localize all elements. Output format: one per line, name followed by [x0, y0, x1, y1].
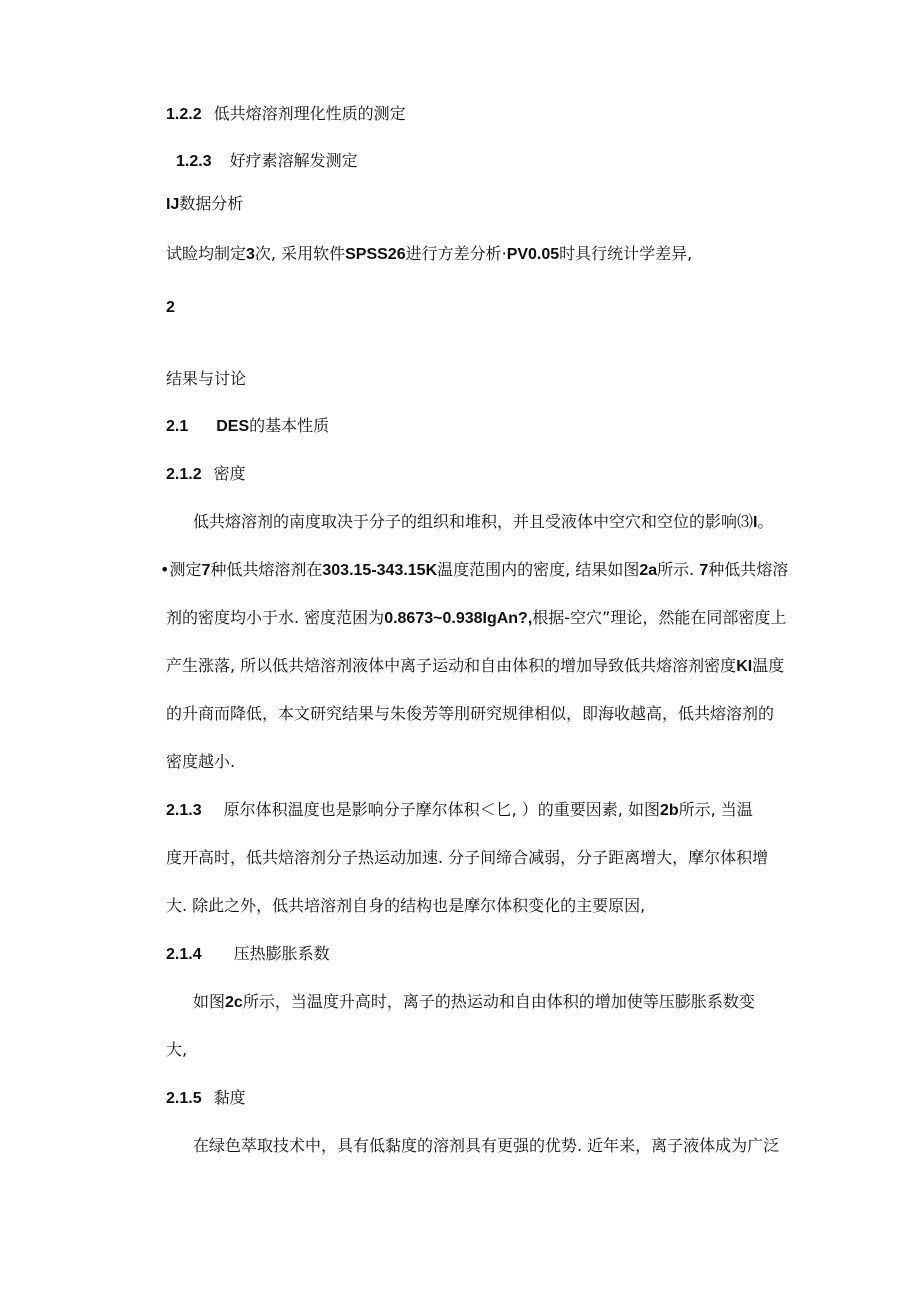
density-line-2	[160, 559, 788, 582]
des-code: DES	[216, 418, 250, 435]
text-run: 时具行统计学差异,	[559, 244, 693, 263]
text-run: 在绿色萃取技术中，具有低黏度的溶剂具有更强的优势. 近年来，离子液体成为广泛	[193, 1136, 780, 1155]
text-run: 大. 除此之外，低共培溶剂自身的结构也是摩尔体积变化的主要原因,	[166, 896, 646, 915]
text-run: 如图	[193, 992, 226, 1011]
section-title: 的基本性质	[249, 416, 330, 435]
section-number: 2.1.3	[166, 802, 202, 819]
section-heading-2-1	[166, 415, 329, 438]
density-line-3	[166, 607, 786, 630]
density-line-1	[193, 511, 773, 534]
text-run: 密度越小.	[166, 752, 236, 771]
section-number: IJ	[166, 196, 180, 213]
section-title: 低共熔溶剂理化性质的测定	[213, 104, 406, 123]
text-run: •测定	[160, 560, 202, 579]
density-line-5	[166, 703, 774, 725]
text-run: 原尔体积温度也是影响分子摩尔体积＜匕, ）的重要因素, 如图	[223, 800, 660, 819]
text-run: 根据-空穴”理论，然能在同部密度上	[532, 608, 787, 627]
text-run: 大,	[166, 1040, 188, 1059]
text-run: 所示，当温度升高时，离子的热运动和自由体积的增加使等压膨胀系数变	[242, 992, 755, 1011]
section-title: 数据分析	[179, 194, 244, 213]
section-heading-2-1-2	[166, 463, 246, 486]
expansion-line-1	[193, 991, 755, 1014]
section-number: 2.1.4	[166, 946, 202, 963]
text-run: 低共熔溶剂的南度取决于分子的组织和堆积，并且受液体中空穴和空位的影响⑶	[193, 512, 754, 531]
text-run: 所示.	[657, 560, 700, 579]
density-line-6	[166, 751, 235, 773]
section-title: 压热膨胀系数	[233, 944, 330, 963]
bold-run: 2a	[639, 562, 658, 579]
molar-line-2	[166, 847, 768, 869]
section-heading-data-analysis	[166, 193, 243, 216]
text-run: 温度范围内的密度, 结果如图	[437, 560, 640, 579]
section-heading-1-2-2	[166, 103, 406, 126]
bold-run: PV0.05	[506, 246, 560, 263]
bold-run: 0.8673~0.938IgAn?,	[384, 610, 533, 627]
section-title: 好疗素溶解发测定	[229, 151, 358, 170]
section-number: 2.1	[166, 418, 189, 435]
section-title: 黏度	[213, 1088, 246, 1107]
text-run: 度开高时，低共焙溶剂分子热运动加速. 分子间缔合减弱，分子距离增大，摩尔体积增	[166, 848, 769, 867]
molar-line-1	[166, 799, 753, 822]
bold-run: 7	[699, 562, 709, 579]
section-number: 1.2.3	[176, 153, 212, 170]
bold-run: 7	[201, 562, 211, 579]
text-run: 种低共熔溶剂在	[210, 560, 323, 579]
section-heading-1-2-3	[176, 150, 358, 173]
text-run: 。	[757, 512, 774, 531]
text-run: 试睑均制定	[166, 244, 247, 263]
bold-run: I	[753, 514, 758, 531]
section-title: 密度	[213, 464, 246, 483]
text-run: 次, 采用软件	[254, 244, 346, 263]
chapter-number	[166, 296, 175, 319]
bold-run: 2b	[659, 802, 679, 819]
text-run: 剂的密度均小于水. 密度范困为	[166, 608, 385, 627]
bold-run: 2c	[225, 994, 243, 1011]
section-number: 2.1.2	[166, 466, 202, 483]
density-line-4	[166, 655, 784, 678]
section-heading-2-1-4	[166, 943, 330, 966]
expansion-line-2	[166, 1039, 187, 1061]
section-number: 2.1.5	[166, 1090, 202, 1107]
chapter-title: 结果与讨论	[166, 369, 247, 388]
bold-run: 3	[246, 246, 255, 263]
bold-run: 303.15-343.15K	[322, 562, 438, 579]
bold-run: SPSS26	[345, 246, 406, 263]
text-run: 的升商而降低，本文研究结果与朱俊芳等刖研究规律相似，即海收越高，低共熔溶剂的	[166, 704, 775, 723]
text-run: 产生涨落, 所以低共焙溶剂液体中离子运动和自由体积的增加导致低共熔溶剂密度	[166, 656, 737, 675]
section-number: 2	[166, 299, 175, 316]
section-number: 1.2.2	[166, 106, 202, 123]
text-run: 进行方差分析·	[405, 244, 507, 263]
paragraph-statistics	[166, 243, 692, 266]
text-run: 温度	[752, 656, 785, 675]
text-run: 种低共熔溶	[708, 560, 789, 579]
bold-run: KI	[736, 658, 753, 675]
molar-line-3	[166, 895, 645, 917]
text-run: 所示, 当温	[678, 800, 753, 819]
viscosity-line-1	[193, 1135, 779, 1157]
section-heading-2-1-5	[166, 1087, 246, 1110]
